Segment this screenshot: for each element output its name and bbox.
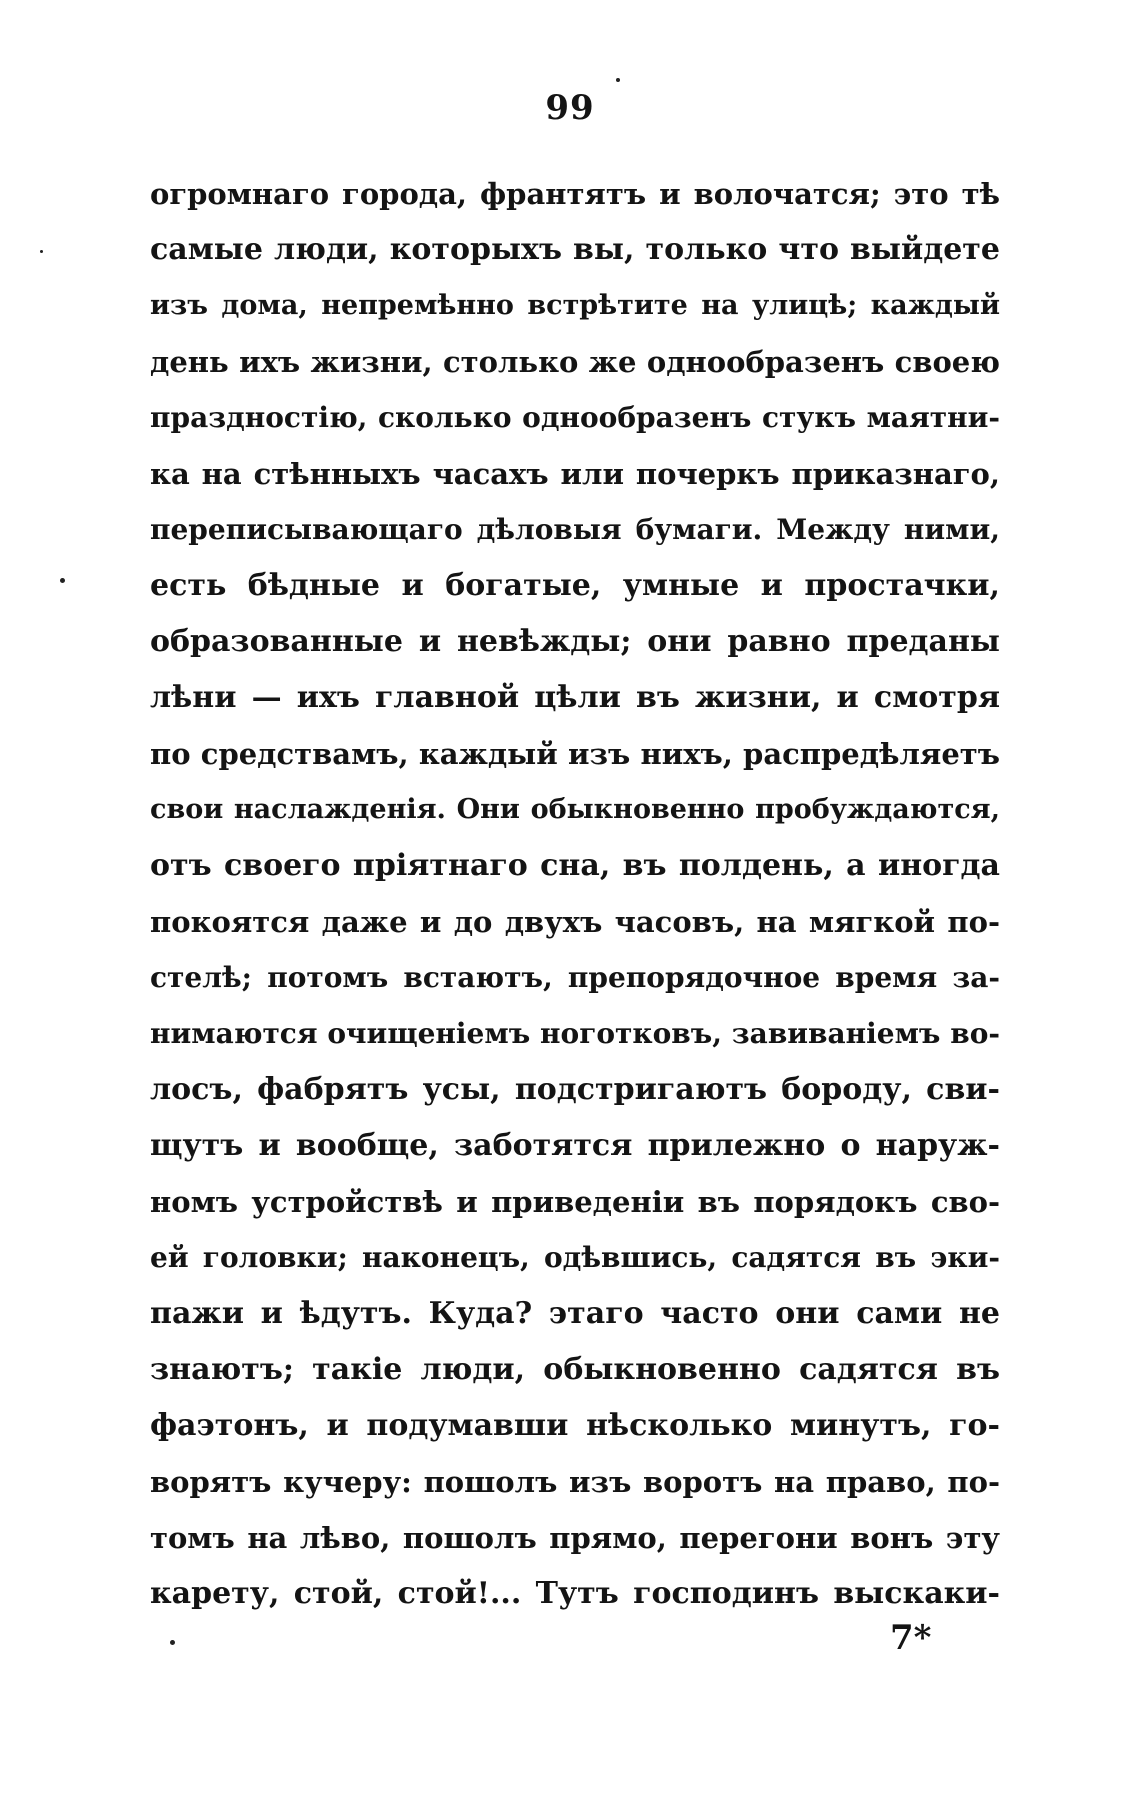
text-line: по средствамъ, каждый изъ нихъ, распредѣляетъ — [150, 737, 1000, 771]
text-line: покоятся даже и до двухъ часовъ, на мягкой по- — [150, 905, 1000, 939]
text-line: ворятъ кучеру: пошолъ изъ воротъ на право, по- — [150, 1465, 1000, 1499]
text-line: есть бѣдные и богатые, умные и простачки, — [150, 568, 1000, 603]
text-line: образованные и невѣжды; они равно преданы — [150, 624, 1000, 659]
text-line: томъ на лѣво, пошолъ прямо, перегони вонъ эту — [150, 1521, 1000, 1555]
scan-speck — [40, 250, 43, 253]
text-line: день ихъ жизни, столько же однообразенъ своею — [150, 345, 1000, 379]
text-line: пажи и ѣдутъ. Куда? этаго часто они сами не — [150, 1296, 1000, 1331]
text-line: праздностію, сколько однообразенъ стукъ маятни- — [150, 401, 1000, 434]
text-line: ка на стѣнныхъ часахъ или почеркъ приказнаго, — [150, 457, 1000, 491]
page-number: 99 — [545, 88, 595, 128]
text-line: фаэтонъ, и подумавши нѣсколько минутъ, го- — [150, 1408, 1000, 1443]
text-line: огромнаго города, франтятъ и волочатся; это тѣ — [150, 177, 1000, 211]
text-line: номъ устройствѣ и приведеніи въ порядокъ сво- — [150, 1185, 1000, 1219]
text-line: отъ своего пріятнаго сна, въ полдень, а иногда — [150, 848, 1000, 883]
text-line: нимаются очищеніемъ ноготковъ, завиваніемъ во- — [150, 1017, 1000, 1050]
text-line: знаютъ; такіе люди, обыкновенно садятся въ — [150, 1352, 1000, 1387]
text-line: свои наслажденія. Они обыкновенно пробуждаются, — [150, 794, 1000, 825]
text-line: лѣни — ихъ главной цѣли въ жизни, и смотря — [150, 680, 1000, 715]
text-line: самые люди, которыхъ вы, только что выйдете — [150, 232, 1000, 267]
text-line: стелѣ; потомъ встаютъ, препорядочное время за- — [150, 961, 1000, 994]
text-line: щутъ и вообще, заботятся прилежно о наруж- — [150, 1128, 1000, 1163]
text-line: карету, стой, стой!... Тутъ господинъ выскаки- — [150, 1576, 1000, 1611]
scan-speck — [616, 78, 620, 82]
scan-speck — [170, 1640, 175, 1645]
text-line: переписывающаго дѣловыя бумаги. Между ними, — [150, 513, 1000, 546]
text-line: ей головки; наконецъ, одѣвшись, садятся въ эки- — [150, 1241, 1000, 1274]
body-text — [150, 166, 1000, 1622]
text-line: изъ дома, непремѣнно встрѣтите на улицѣ; каждый — [150, 290, 1000, 321]
signature-mark: 7* — [890, 1618, 932, 1658]
text-line: лосъ, фабрятъ усы, подстригаютъ бороду, сви- — [150, 1072, 1000, 1107]
scan-speck — [60, 578, 65, 583]
